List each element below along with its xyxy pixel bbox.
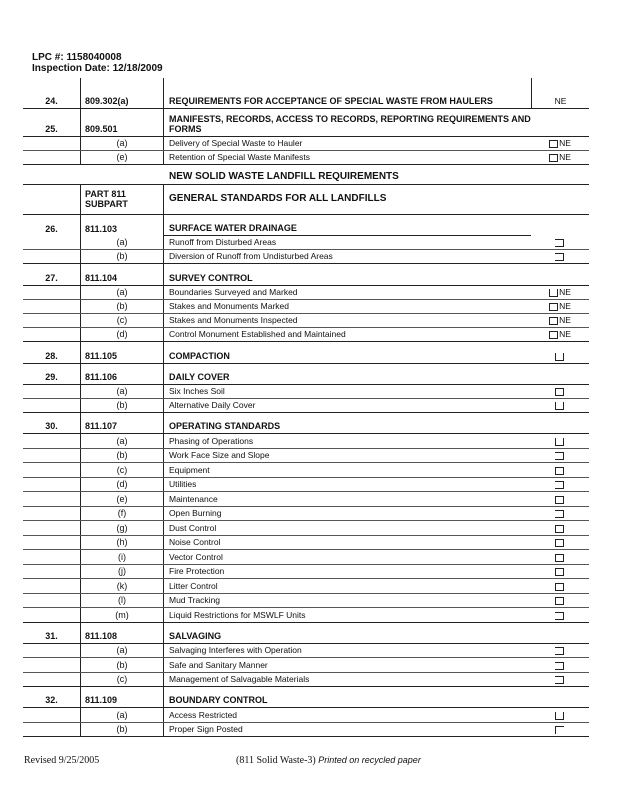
checkbox-icon xyxy=(549,140,558,148)
item-27b-row xyxy=(23,300,589,314)
item-number: 26. xyxy=(23,215,81,236)
status-checkbox[interactable] xyxy=(531,236,589,249)
sub-item-letter: (l) xyxy=(81,594,164,608)
sub-item-text: Mud Tracking xyxy=(169,595,221,605)
checkbox-icon xyxy=(555,597,564,605)
sub-item-text: Open Burning xyxy=(169,508,222,518)
sub-item-text: Vector Control xyxy=(169,551,223,562)
checkbox-icon xyxy=(549,331,558,339)
item-30e-row xyxy=(23,492,589,507)
item-number: 28. xyxy=(23,342,81,363)
sub-item-text: Liquid Restrictions for MSWLF Units xyxy=(169,609,306,620)
item-30m-row xyxy=(23,608,589,623)
item-24-row xyxy=(23,78,589,109)
status-cell[interactable] xyxy=(531,78,589,108)
item-number: 30. xyxy=(23,413,81,433)
item-heading: SURVEY CONTROL xyxy=(169,273,253,283)
sub-item-text: Runoff from Disturbed Areas xyxy=(169,237,277,247)
status-checkbox[interactable] xyxy=(531,608,589,622)
status-mark: NE xyxy=(559,152,571,162)
sub-item-text: Management of Salvagable Materials xyxy=(169,674,310,684)
section-code: 811.104 xyxy=(81,264,164,285)
item-number: 32. xyxy=(23,687,81,707)
checkbox-icon xyxy=(555,676,564,684)
status-mark: NE xyxy=(559,315,571,325)
item-heading: OPERATING STANDARDS xyxy=(169,421,281,431)
sub-item-letter: (a) xyxy=(81,434,164,448)
item-heading: SALVAGING xyxy=(169,630,222,641)
sub-item-text: Phasing of Operations xyxy=(169,435,254,446)
checkbox-icon xyxy=(555,539,564,547)
sub-item-text: Utilities xyxy=(169,479,197,489)
item-heading: SURFACE WATER DRAINAGE xyxy=(164,215,531,236)
item-30f-row xyxy=(23,507,589,522)
item-25e-row xyxy=(23,151,589,165)
sub-item-text: Maintenance xyxy=(169,493,218,504)
item-30b-row xyxy=(23,449,589,464)
sub-item-letter: (b) xyxy=(81,723,164,737)
checkbox-icon xyxy=(549,317,558,325)
status-mark: NE xyxy=(559,329,571,339)
section-code: 809.302(a) xyxy=(81,78,164,108)
status-checkbox[interactable] xyxy=(531,579,589,593)
checkbox-icon xyxy=(555,612,564,620)
status-mark: NE xyxy=(554,96,567,106)
item-31c-row xyxy=(23,673,589,688)
sub-item-letter: (a) xyxy=(81,644,164,658)
status-checkbox[interactable] xyxy=(531,399,589,412)
checkbox-icon xyxy=(555,496,564,504)
status-checkbox[interactable] xyxy=(531,300,589,313)
sub-item-text: Retention of Special Waste Manifests xyxy=(169,152,310,162)
checkbox-icon xyxy=(555,402,564,410)
sub-item-text: Litter Control xyxy=(169,580,218,591)
checkbox-icon xyxy=(555,353,564,361)
item-30c-row xyxy=(23,463,589,478)
sub-item-letter: (a) xyxy=(81,236,164,249)
checkbox-icon xyxy=(555,712,564,720)
status-checkbox[interactable] xyxy=(531,594,589,608)
status-checkbox[interactable] xyxy=(531,286,589,299)
status-checkbox[interactable] xyxy=(531,536,589,550)
status-checkbox[interactable] xyxy=(531,507,589,521)
page-label: (811 Solid Waste-3) xyxy=(236,755,316,766)
item-26b-row xyxy=(23,250,589,264)
sub-item-text: Safe and Sanitary Manner xyxy=(169,659,268,670)
item-30d-row xyxy=(23,478,589,493)
item-heading: COMPACTION xyxy=(169,351,230,361)
status-checkbox[interactable] xyxy=(531,151,589,164)
status-checkbox[interactable] xyxy=(531,565,589,579)
item-29b-row xyxy=(23,399,589,413)
lpc-number: LPC #: 1158040008 xyxy=(32,52,122,63)
recycled-note: Printed on recycled paper xyxy=(318,755,421,765)
item-30l-row xyxy=(23,594,589,609)
item-31-row xyxy=(23,623,589,644)
section-code: 809.501 xyxy=(81,109,164,136)
status-checkbox[interactable] xyxy=(531,385,589,398)
item-heading: MANIFESTS, RECORDS, ACCESS TO RECORDS, REPORTING REQUIREMENTS AND FORMS xyxy=(169,114,531,134)
section-code: 811.109 xyxy=(81,687,164,707)
sub-item-letter: (b) xyxy=(81,658,164,672)
checkbox-icon xyxy=(549,303,558,311)
sub-item-letter: (b) xyxy=(81,300,164,313)
section-code: 811.108 xyxy=(81,623,164,643)
checkbox-icon xyxy=(555,662,564,670)
sub-item-text: Noise Control xyxy=(169,537,221,547)
item-29-row xyxy=(23,364,589,385)
part-heading: GENERAL STANDARDS FOR ALL LANDFILLS xyxy=(169,193,387,204)
item-30j-row xyxy=(23,565,589,580)
sub-item-letter: (a) xyxy=(81,286,164,299)
sub-item-letter: (g) xyxy=(81,521,164,535)
checkbox-icon xyxy=(555,239,564,247)
sub-item-text: Control Monument Established and Maintained xyxy=(169,329,346,339)
inspection-date: Inspection Date: 12/18/2009 xyxy=(32,63,163,74)
status-checkbox[interactable] xyxy=(531,658,589,672)
status-checkbox[interactable] xyxy=(531,250,589,263)
sub-item-letter: (c) xyxy=(81,673,164,687)
item-30k-row xyxy=(23,579,589,594)
checkbox-icon xyxy=(555,726,564,734)
status-checkbox[interactable] xyxy=(531,328,589,341)
status-checkbox[interactable] xyxy=(531,314,589,327)
section-code: 811.106 xyxy=(81,364,164,384)
checkbox-icon xyxy=(555,647,564,655)
item-heading: REQUIREMENTS FOR ACCEPTANCE OF SPECIAL WASTE FROM HAULERS xyxy=(169,96,493,106)
sub-item-text: Proper Sign Posted xyxy=(169,724,243,734)
checkbox-icon xyxy=(555,525,564,533)
status-checkbox[interactable] xyxy=(531,449,589,463)
item-number: 27. xyxy=(23,264,81,285)
status-checkbox[interactable] xyxy=(531,708,589,722)
sub-item-letter: (a) xyxy=(81,385,164,398)
checkbox-icon xyxy=(555,388,564,396)
item-31a-row xyxy=(23,644,589,659)
item-25-row xyxy=(23,109,589,137)
banner-row xyxy=(23,165,589,185)
sub-item-text: Stakes and Monuments Inspected xyxy=(169,315,298,325)
item-32b-row xyxy=(23,723,589,738)
sub-item-letter: (d) xyxy=(81,328,164,341)
checkbox-icon xyxy=(555,481,564,489)
sub-item-letter: (f) xyxy=(81,507,164,521)
sub-item-letter: (c) xyxy=(81,463,164,477)
sub-item-letter: (c) xyxy=(81,314,164,327)
checkbox-icon xyxy=(555,583,564,591)
item-31b-row xyxy=(23,658,589,673)
item-29a-row xyxy=(23,385,589,399)
sub-item-text: Salvaging Interferes with Operation xyxy=(169,645,302,655)
sub-item-text: Equipment xyxy=(169,464,210,475)
item-number: 31. xyxy=(23,623,81,643)
sub-item-letter: (j) xyxy=(81,565,164,579)
item-25a-row xyxy=(23,137,589,151)
inspection-checklist xyxy=(23,78,589,737)
sub-item-letter: (a) xyxy=(81,708,164,722)
item-26-row xyxy=(23,215,589,236)
status-checkbox[interactable] xyxy=(531,492,589,506)
status-checkbox[interactable] xyxy=(531,478,589,492)
sub-item-text: Diversion of Runoff from Undisturbed Areas xyxy=(169,251,333,261)
item-28-row xyxy=(23,342,589,364)
section-code: 811.105 xyxy=(81,342,164,363)
sub-item-letter: (a) xyxy=(81,137,164,150)
section-code: 811.107 xyxy=(81,413,164,433)
status-checkbox[interactable] xyxy=(531,723,589,737)
sub-item-text: Delivery of Special Waste to Hauler xyxy=(169,138,303,148)
revision-date: Revised 9/25/2005 xyxy=(24,755,100,766)
item-heading: BOUNDARY CONTROL xyxy=(169,695,268,705)
item-30a-row xyxy=(23,434,589,449)
sub-item-text: Six Inches Soil xyxy=(169,386,225,396)
page-footer xyxy=(236,755,421,766)
sub-item-text: Stakes and Monuments Marked xyxy=(169,301,290,311)
sub-item-text: Work Face Size and Slope xyxy=(169,450,270,460)
status-checkbox[interactable] xyxy=(531,463,589,477)
item-32-row xyxy=(23,687,589,708)
part-label: PART 811 SUBPART xyxy=(81,185,164,214)
sub-item-text: Dust Control xyxy=(169,522,217,533)
item-26a-row xyxy=(23,236,589,250)
status-checkbox[interactable] xyxy=(531,521,589,535)
item-number: 29. xyxy=(23,364,81,384)
item-27c-row xyxy=(23,314,589,328)
sub-item-letter: (m) xyxy=(81,608,164,622)
item-27d-row xyxy=(23,328,589,342)
status-checkbox[interactable] xyxy=(531,137,589,150)
status-checkbox[interactable] xyxy=(531,342,589,363)
part-811-row xyxy=(23,185,589,215)
section-banner: NEW SOLID WASTE LANDFILL REQUIREMENTS xyxy=(169,171,399,182)
sub-item-text: Boundaries Surveyed and Marked xyxy=(169,287,298,297)
status-mark: NE xyxy=(559,301,571,311)
status-checkbox[interactable] xyxy=(531,550,589,564)
section-code: 811.103 xyxy=(81,215,164,236)
item-30i-row xyxy=(23,550,589,565)
sub-item-text: Access Restricted xyxy=(169,709,238,720)
checkbox-icon xyxy=(555,452,564,460)
status-checkbox[interactable] xyxy=(531,644,589,658)
checkbox-icon xyxy=(555,510,564,518)
item-30g-row xyxy=(23,521,589,536)
status-mark: NE xyxy=(559,287,571,297)
item-30h-row xyxy=(23,536,589,551)
item-30-row xyxy=(23,413,589,434)
item-27-row xyxy=(23,264,589,286)
checkbox-icon xyxy=(549,289,558,297)
checkbox-icon xyxy=(555,554,564,562)
sub-item-letter: (e) xyxy=(81,151,164,164)
checkbox-icon xyxy=(555,467,564,475)
sub-item-letter: (b) xyxy=(81,449,164,463)
sub-item-letter: (b) xyxy=(81,399,164,412)
sub-item-letter: (k) xyxy=(81,579,164,593)
item-27a-row xyxy=(23,286,589,300)
checkbox-icon xyxy=(555,253,564,261)
sub-item-letter: (b) xyxy=(81,250,164,263)
status-checkbox[interactable] xyxy=(531,673,589,687)
sub-item-letter: (i) xyxy=(81,550,164,564)
sub-item-text: Alternative Daily Cover xyxy=(169,400,256,410)
sub-item-letter: (h) xyxy=(81,536,164,550)
sub-item-letter: (d) xyxy=(81,478,164,492)
status-mark: NE xyxy=(559,138,571,148)
item-32a-row xyxy=(23,708,589,723)
sub-item-text: Fire Protection xyxy=(169,566,225,576)
checkbox-icon xyxy=(555,438,564,446)
item-heading: DAILY COVER xyxy=(169,372,230,382)
status-checkbox[interactable] xyxy=(531,434,589,448)
checkbox-icon xyxy=(555,568,564,576)
sub-item-letter: (e) xyxy=(81,492,164,506)
checkbox-icon xyxy=(549,154,558,162)
item-number: 24. xyxy=(23,78,81,108)
item-number: 25. xyxy=(23,109,81,136)
